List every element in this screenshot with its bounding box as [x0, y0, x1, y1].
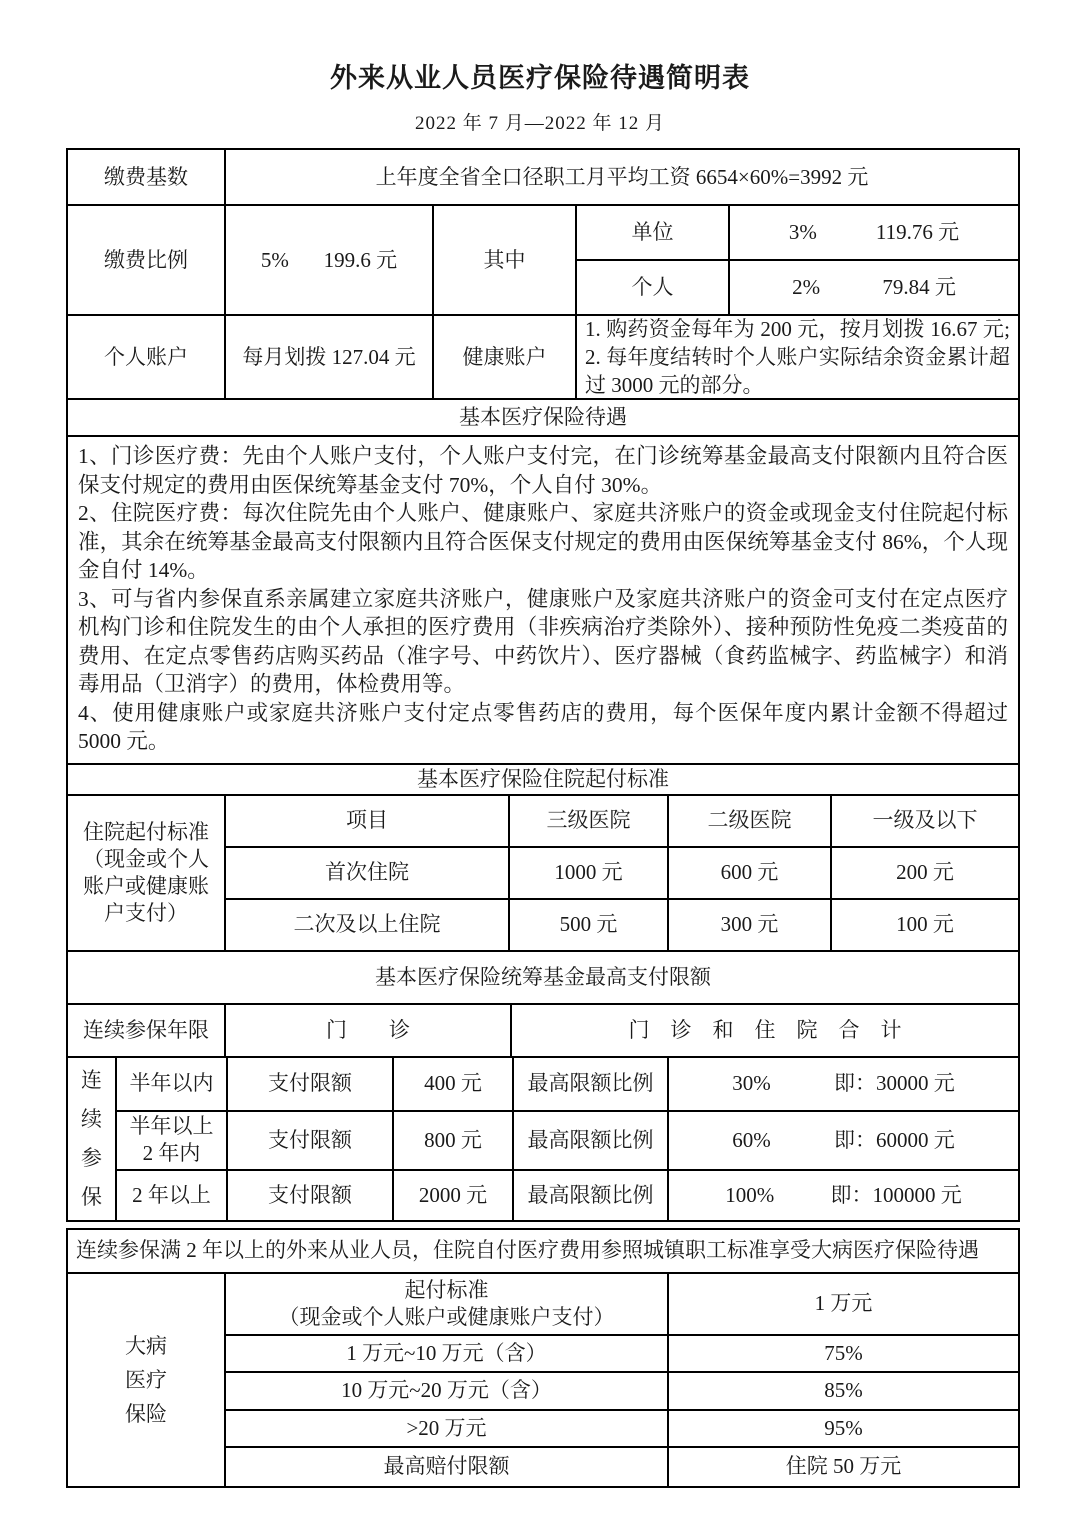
deductible-col-tier2: 二级医院: [667, 796, 830, 846]
second-admission-label: 二次及以上住院: [293, 912, 441, 936]
personal-percent: 2%: [792, 275, 821, 299]
side-line-2: 医疗: [125, 1367, 167, 1392]
first-admission-tier3: 1000 元: [508, 848, 667, 898]
benefits-summary-table: [66, 148, 1020, 1222]
serious-bracket-row-1: [226, 1334, 1018, 1371]
benefit-item-4: 4、使用健康账户或家庭共济账户支付定点零售药店的费用，每个医保年度内累计金额不得超过 5000 元。: [78, 700, 1008, 753]
personal-account-row: [68, 314, 1018, 398]
bracket-label: >20 万元: [406, 1415, 487, 1440]
ratio-amount: 即：100000 元: [830, 1182, 962, 1207]
contribution-base-value: 上年度全省全口径职工月平均工资 6654×60%=3992 元: [224, 150, 1018, 204]
health-account-label: 健康账户: [432, 316, 575, 398]
basic-benefits-header-row: [68, 398, 1018, 435]
first-admission-tier1: 200 元: [830, 848, 1018, 898]
period-label: 半年以上 2 年内: [129, 1114, 214, 1165]
deductible-columns-row: [226, 796, 1018, 846]
limit-value: 800 元: [392, 1112, 512, 1169]
rate-percent: 5%: [260, 247, 289, 272]
serious-note-row: [68, 1230, 1018, 1272]
employer-percent: 3%: [788, 220, 817, 244]
second-admission-tier3: 500 元: [508, 900, 667, 950]
rate-amount: 199.6 元: [323, 247, 398, 272]
bracket-value: 85%: [667, 1373, 1018, 1409]
personal-label: 个人: [631, 275, 674, 299]
second-admission-tier1: 100 元: [830, 900, 1018, 950]
ratio-value: [667, 1171, 1018, 1220]
deductible-grid: [224, 796, 1018, 950]
max-limit-col-years: 连续参保年限: [83, 1017, 209, 1042]
side-char-1: 连: [81, 1067, 102, 1092]
serious-illness-table: [66, 1228, 1020, 1488]
period-label: 半年以内: [129, 1071, 214, 1095]
limit-row-half-year: [117, 1058, 1018, 1110]
ratio-label: 最高限额比例: [512, 1112, 667, 1169]
max-limit-col-total: 门 诊 和 住 院 合 计: [510, 1005, 1018, 1056]
deductible-col-tier3: 三级医院: [508, 796, 667, 846]
basic-benefits-header: 基本医疗保险待遇: [459, 405, 627, 429]
serious-threshold-label: [226, 1274, 667, 1334]
serious-threshold-row: [226, 1274, 1018, 1334]
ratio-label: 最高限额比例: [512, 1058, 667, 1110]
deductible-col-item: 项目: [346, 808, 388, 832]
side-line-3: 保险: [125, 1401, 167, 1426]
ratio-percent: 30%: [732, 1071, 771, 1095]
serious-max-payout-row: [226, 1446, 1018, 1486]
serious-body: [68, 1272, 1018, 1486]
period-label: 2 年以上: [132, 1182, 211, 1207]
benefit-item-2: 2、住院医疗费：每次住院先由个人账户、健康账户、家庭共济账户的资金或现金支付住院起付标准，其余在统筹基金最高支付限额内且符合医保支付规定的费用由医保统筹基金支付 86%，个人现金自付 14%。: [78, 501, 1008, 582]
among-label: 其中: [432, 206, 575, 314]
ratio-value: [667, 1112, 1018, 1169]
limit-value: 2000 元: [392, 1171, 512, 1220]
personal-account-value: 每月划拨 127.04 元: [224, 316, 432, 398]
contribution-base-row: [68, 150, 1018, 204]
personal-value: [728, 261, 1018, 314]
ratio-label: 最高限额比例: [512, 1171, 667, 1220]
ratio-amount: 即：60000 元: [834, 1127, 955, 1152]
bracket-label: 10 万元~20 万元（含）: [341, 1378, 552, 1402]
side-line-1: 大病: [125, 1333, 167, 1358]
max-payout-value: 住院 50 万元: [667, 1448, 1018, 1486]
contribution-rate-label: 缴费比例: [104, 247, 188, 272]
ratio-percent: 60%: [732, 1127, 771, 1152]
serious-note: 连续参保满 2 年以上的外来从业人员，住院自付医疗费用参照城镇职工标准享受大病医疗保险待遇: [76, 1238, 979, 1262]
threshold-sub-line: （现金或个人账户或健康账户支付）: [278, 1304, 615, 1329]
bracket-value: 95%: [667, 1411, 1018, 1446]
deductible-header: 基本医疗保险住院起付标准: [417, 766, 669, 791]
benefit-item-3: 3、可与省内参保直系亲属建立家庭共济账户，健康账户及家庭共济账户的资金可支付在定点医疗机构门诊和住院发生的由个人承担的医疗费用（非疾病治疗类除外）、接种预防性免疫二类疫苗的费用、在定点零售药店购买药品（准字号、中药饮片）、医疗器械（食药监械字、药监械字）和消毒用品（卫消字）的费用，体检费用等。: [78, 586, 1008, 696]
personal-amount: 79.84 元: [882, 275, 956, 299]
serious-bracket-row-2: [226, 1371, 1018, 1409]
max-limit-col-outpatient: 门 诊: [224, 1005, 510, 1056]
max-limit-header: 基本医疗保险统筹基金最高支付限额: [375, 964, 711, 989]
employer-value: [728, 206, 1018, 259]
employer-amount: 119.76 元: [875, 220, 960, 244]
first-admission-tier2: 600 元: [667, 848, 830, 898]
ratio-amount: 即：30000 元: [834, 1071, 955, 1095]
employer-row: [577, 206, 1018, 259]
bracket-value: 75%: [667, 1336, 1018, 1371]
contribution-base-label: 缴费基数: [104, 164, 188, 189]
max-limit-grid: [115, 1058, 1018, 1220]
rate-breakdown: [575, 206, 1018, 314]
personal-row: [577, 259, 1018, 314]
ratio-value: [667, 1058, 1018, 1110]
deductible-row-second: [226, 898, 1018, 950]
page-title: 外来从业人员医疗保险待遇简明表: [330, 63, 750, 93]
deductible-header-row: [68, 763, 1018, 794]
max-limit-header-row: [68, 950, 1018, 1003]
ratio-percent: 100%: [725, 1182, 775, 1207]
deductible-col-tier1: 一级及以下: [830, 796, 1018, 846]
limit-value: 400 元: [392, 1058, 512, 1110]
limit-label: 支付限额: [226, 1112, 392, 1169]
serious-grid: [224, 1274, 1018, 1486]
side-char-3: 参: [81, 1146, 102, 1171]
second-admission-tier2: 300 元: [667, 900, 830, 950]
employer-label: 单位: [631, 220, 674, 244]
limit-label: 支付限额: [226, 1058, 392, 1110]
limit-label: 支付限额: [226, 1171, 392, 1220]
deductible-side-label: 住院起付标准（现金或个人账户或健康账户支付）: [83, 819, 209, 925]
max-payout-label: 最高赔付限额: [383, 1454, 510, 1478]
deductible-row-first: [226, 846, 1018, 898]
contribution-rate-row: [68, 204, 1018, 314]
serious-side-label: [68, 1274, 224, 1486]
health-account-value-cell: [575, 316, 1018, 398]
health-account-value: 1. 购药资金每年为 200 元，按月划拨 16.67 元; 2. 每年度结转时个人账户实际结余资金累计超过 3000 元的部分。: [585, 317, 1010, 397]
basic-benefits-body: [68, 435, 1018, 763]
limit-row-two-years: [117, 1110, 1018, 1169]
personal-account-label: 个人账户: [104, 344, 188, 369]
side-char-4: 保: [81, 1185, 102, 1210]
limit-row-over-two-years: [117, 1169, 1018, 1220]
max-limit-table: [68, 1056, 1018, 1220]
continuous-enrollment-side-label: [68, 1058, 115, 1220]
max-limit-columns-row: [68, 1003, 1018, 1056]
side-char-2: 续: [81, 1106, 102, 1131]
contribution-rate-value: [224, 206, 432, 314]
threshold-label-line: 起付标准: [404, 1277, 489, 1302]
first-admission-label: 首次住院: [325, 860, 409, 884]
bracket-label: 1 万元~10 万元（含）: [346, 1340, 547, 1365]
deductible-table: [68, 794, 1018, 950]
benefit-item-1: 1、门诊医疗费：先由个人账户支付，个人账户支付完，在门诊统筹基金最高支付限额内且符合医保支付规定的费用由医保统筹基金支付 70%，个人自付 30%。: [78, 444, 1008, 497]
serious-threshold-value: 1 万元: [667, 1274, 1018, 1334]
serious-bracket-row-3: [226, 1409, 1018, 1446]
page-subtitle: 2022 年 7 月—2022 年 12 月: [414, 113, 665, 134]
